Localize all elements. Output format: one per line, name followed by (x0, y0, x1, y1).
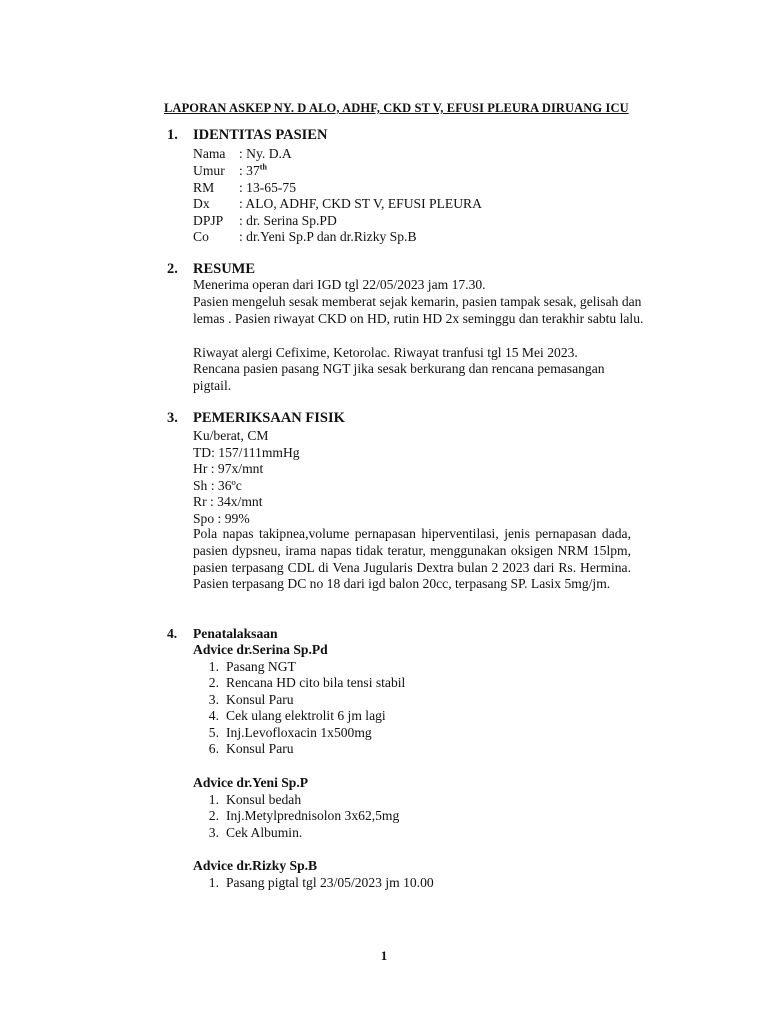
section-number: 1. (167, 127, 178, 143)
resume-paragraph-4: Rencana pasien pasang NGT jika sesak berkurang dan rencana pemasangan pigtail. (193, 361, 605, 393)
identity-row-nama (193, 145, 292, 162)
identity-row-rm (193, 179, 296, 196)
list-item-text: Inj.Levofloxacin 1x500mg (226, 724, 372, 740)
field-label: Nama (193, 146, 226, 161)
advice-list-serina (193, 659, 405, 757)
section-resume-heading (167, 261, 255, 278)
advice-list-yeni (193, 792, 399, 841)
list-item: 1. Konsul bedah (208, 792, 302, 807)
field-value: : dr.Yeni Sp.P dan dr.Rizky Sp.B (239, 229, 417, 244)
field-value: : dr. Serina Sp.PD (239, 213, 337, 228)
identity-row-dx (193, 195, 482, 212)
identity-row-co (193, 228, 417, 245)
section-title: RESUME (193, 261, 256, 277)
report-title: LAPORAN ASKEP NY. D ALO, ADHF, CKD ST V, EFUSI PLEURA DIRUANG ICU (164, 101, 629, 115)
section-title: Penatalaksaan (193, 626, 278, 641)
advice-list-rizky (193, 875, 434, 891)
exam-line: Hr : 97x/mnt (193, 461, 264, 476)
identity-row-umur (193, 162, 267, 179)
superscript-th: th (259, 162, 267, 172)
section-penatalaksaan-heading (167, 626, 278, 642)
list-item-text: Konsul Paru (226, 740, 294, 756)
field-value: : 37 (239, 163, 260, 178)
field-label: Dx (193, 196, 210, 211)
exam-line: Spo : 99% (193, 511, 250, 526)
exam-line: Sh : 36ºc (193, 478, 242, 493)
advice-heading-rizky: Advice dr.Rizky Sp.B (193, 858, 318, 873)
section-number: 3. (167, 410, 178, 426)
field-label: RM (193, 180, 215, 195)
section-number: 2. (167, 261, 178, 277)
exam-line: TD: 157/111mmHg (193, 445, 300, 460)
resume-paragraph-3: Riwayat alergi Cefixime, Ketorolac. Riwayat tranfusi tgl 15 Mei 2023. (193, 345, 578, 360)
list-item-text: Pasang pigtal tgl 23/05/2023 jm 10.00 (226, 875, 434, 890)
list-item: 2. Rencana HD cito bila tensi stabil (208, 675, 406, 691)
field-label: DPJP (193, 213, 224, 228)
advice-heading-yeni: Advice dr.Yeni Sp.P (193, 775, 309, 790)
list-item: 3. Cek Albumin. (208, 824, 303, 840)
field-value: : 13-65-75 (239, 180, 297, 195)
exam-line: Rr : 34x/mnt (193, 494, 263, 509)
exam-line: Ku/berat, CM (193, 428, 269, 443)
list-item-text: Konsul Paru (226, 691, 294, 707)
field-value: : ALO, ADHF, CKD ST V, EFUSI PLEURA (239, 196, 482, 211)
section-title: PEMERIKSAAN FISIK (193, 410, 345, 426)
section-identitas-heading (167, 127, 327, 144)
list-item-text: Rencana HD cito bila tensi stabil (226, 675, 406, 691)
section-number: 4. (167, 626, 178, 641)
advice-heading-serina: Advice dr.Serina Sp.Pd (193, 642, 328, 657)
exam-paragraph: Pola napas takipnea,volume pernapasan hiperventilasi, jenis pernapasan dada, pasien dypsneu, irama napas tidak teratur, menggunakan oksigen NRM 15lpm, pasien terpasang CDL di Vena Jugularis Dextra bulan 2 2023 dari Rs. Hermina. Pasien terpasang DC no 18 dari igd balon 20cc, terpasang SP. Lasix 5mg/jm. (193, 526, 631, 592)
list-item-text: Inj.Metylprednisolon 3x62,5mg (226, 808, 400, 824)
list-item: 6. Konsul Paru (208, 740, 294, 756)
list-item: 5. Inj.Levofloxacin 1x500mg (208, 724, 372, 740)
list-item-text: Cek ulang elektrolit 6 jm lagi (226, 708, 386, 724)
list-item: 1. Pasang NGT (208, 659, 296, 674)
list-item: 4. Cek ulang elektrolit 6 jm lagi (208, 708, 386, 724)
list-item: 3. Konsul Paru (208, 691, 294, 707)
resume-paragraph-1: Menerima operan dari IGD tgl 22/05/2023 jam 17.30. (193, 277, 486, 292)
list-item-text: Konsul bedah (226, 792, 302, 807)
list-item: 2. Inj.Metylprednisolon 3x62,5mg (208, 808, 400, 824)
list-item-text: Cek Albumin. (226, 824, 303, 840)
list-item: 1. Pasang pigtal tgl 23/05/2023 jm 10.00 (208, 875, 434, 890)
section-pemeriksaan-heading (167, 410, 345, 427)
section-title: IDENTITAS PASIEN (193, 127, 328, 143)
resume-paragraph-2: Pasien mengeluh sesak memberat sejak kemarin, pasien tampak sesak, gelisah dan lemas . Pasien riwayat CKD on HD, rutin HD 2x seminggu dan terakhir sabtu lalu. (193, 294, 644, 326)
field-value: : Ny. D.A (239, 146, 292, 161)
field-label: Umur (193, 163, 225, 178)
identity-row-dpjp (193, 212, 337, 229)
list-item-text: Pasang NGT (226, 659, 296, 674)
page-number: 1 (380, 948, 388, 963)
field-label: Co (193, 229, 209, 244)
